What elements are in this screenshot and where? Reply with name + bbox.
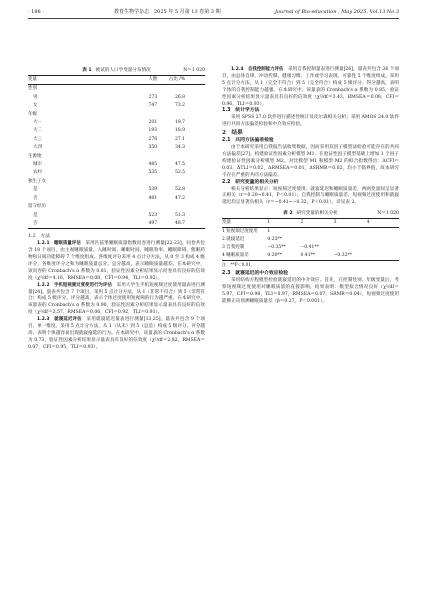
table-header-cell: 占比 /% (168, 77, 185, 82)
table-cell (169, 153, 205, 161)
table-cell: −0.35** (267, 245, 286, 251)
table-cell (137, 178, 169, 186)
page-number: · 188 · (28, 9, 44, 15)
left-column (28, 67, 205, 352)
correlation-table-body (222, 228, 399, 261)
table-cell (334, 228, 367, 237)
table-cell: 是 (33, 212, 38, 218)
table-cell: 485 (148, 162, 158, 168)
table-row (28, 136, 205, 144)
table-cell (301, 236, 334, 244)
table-cell: 350 (148, 145, 158, 151)
section-heading-1-3: 1.3 统计学方法 (222, 108, 260, 114)
table-row (222, 236, 399, 244)
table-row (28, 203, 205, 211)
table-cell: 273 (148, 94, 158, 100)
table2-caption (222, 210, 399, 218)
section-heading-2-3: 2.3 就寝延迟的中介效应检验 (222, 271, 289, 277)
section-heading-2-2: 2.2 研究变量的相关分析 (222, 179, 279, 185)
table-row (28, 161, 205, 169)
table-cell: −0.41** (300, 245, 319, 251)
table-row (28, 102, 205, 110)
table-cell: 52.5 (174, 170, 185, 176)
table-row (28, 220, 205, 229)
table-cell: 女 (33, 103, 38, 109)
paragraph: 由于本研究采用自我报告法收集数据，因而采用双因子模型法检验可能存在的共同方法偏差[27]。构建验证性因素分析模型 M1，在验证性因子模型基础上增加 1 个因子构建验证性因素分析模型 M2。对比模型 M1 和模型 M2 的拟合指数得出：ΔCFI＝0.03，ΔTLI＝0.02，ΔRMSEA＝0.01，ΔSRMR＝0.02，均小于临界值，故本研究不存在严重的共同方法偏差。 (222, 145, 399, 178)
table-cell: 73.2 (174, 103, 185, 109)
table1-n: N＝1 020 (183, 68, 205, 73)
table-row (28, 169, 205, 177)
table-cell: 1 短视频过度使用 (222, 229, 258, 235)
table-cell (334, 236, 367, 244)
table-cell: 否 (33, 220, 38, 226)
table-header-cell: 4 (366, 220, 370, 226)
table-cell: 3 自我控制 (222, 245, 245, 251)
table-header-cell: 变量 (222, 220, 231, 226)
table2-title: 研究变量的相关分析 (296, 211, 338, 217)
table-cell: 年级 (28, 111, 37, 117)
table-row (28, 195, 205, 203)
table-cell: 留守经历 (28, 204, 46, 210)
journal-title-cn: 教育生物学杂志 2025 年 5 月第 13 卷第 3 期 (114, 9, 221, 15)
table-header-cell: 人数 (148, 77, 158, 82)
table2-n: N＝1 020 (377, 211, 399, 217)
table-cell: 48.7 (174, 220, 185, 226)
table1-number: 表 1 (82, 68, 92, 73)
paragraph: 采用就寝延迟量表进行测量[13,25]。量表共包含 9 个项目，单一维度。采用 5 点计分方法，从 1（从未）到 5（总是）构成 5 级评分。评分越高，表明个体越容易出现就寝拖延的行为。在本研究中，该量表的 Cronbach's α 系数为 0.73，验证性因素分析结果显示量表具有良好的信效度（χ²/df＝2.82，RMSEA＝0.07，CFI＝0.95，TLI＝0.93）。 (28, 317, 205, 350)
table-header-cell: 变量 (28, 77, 37, 82)
subsection-heading: 1.2.4 自我控制能力评估 (231, 67, 284, 72)
table-cell (137, 111, 169, 119)
table-cell: 0.41** (300, 253, 316, 259)
table-cell: 497 (148, 220, 158, 226)
table-cell (367, 228, 399, 237)
table-header-row (222, 219, 399, 228)
table-cell: 大四 (33, 145, 42, 151)
table1-caption (28, 67, 205, 75)
table-cell: 城市 (33, 162, 42, 168)
table-row (28, 144, 205, 152)
table-cell (137, 85, 169, 94)
header-rule (28, 18, 399, 19)
table-cell: 34.3 (174, 145, 185, 151)
table-row (28, 178, 205, 186)
table-cell: 535 (148, 170, 158, 176)
table2-note: 注：**P＜0.01。 (222, 262, 256, 268)
table-cell: 0.25** (267, 237, 282, 243)
table-row (28, 94, 205, 102)
table-cell: 独生子女 (28, 178, 46, 184)
table-cell: 523 (148, 212, 158, 218)
table-cell: 193 (148, 128, 158, 134)
table-cell: 52.8 (174, 187, 185, 193)
table-cell: 2 就寝延迟 (222, 237, 245, 243)
table-cell: −0.32** (333, 253, 352, 259)
table-cell: 201 (148, 120, 158, 126)
table-cell: 276 (148, 136, 158, 142)
table-cell: 否 (33, 195, 38, 201)
paragraph: 采用匹兹堡睡眠质量指数问卷进行测量[22-23]。问卷共包含 18 个项目，由主观睡眠质量、入睡时间、睡眠时间、睡眠效率、睡眠障碍、催眠药物和日间功能障碍 7 个维度组成。各维度评分采用 4 点计分方法，从 0 至 3 构成 4 级评分，各维度评分之和为睡眠质量总分。总分越高，表示睡眠质量越差。在本研究中，该问卷的 Cronbach's α 系数为 0.81，验证性因素分析结果显示问卷具有良好的信效度（χ²/df＝4.16，RMSEA＝0.08，CFI＝0.94，TLI＝0.92）。 (28, 241, 205, 281)
table-cell: 1 (267, 229, 271, 235)
table-cell: 男 (33, 94, 38, 100)
table-cell: 大三 (33, 136, 42, 142)
table-cell: 47.2 (174, 195, 185, 201)
table-cell: 26.8 (174, 94, 185, 100)
table-header-row (28, 76, 205, 85)
table-cell: 51.3 (174, 212, 185, 218)
table-cell (137, 153, 169, 161)
table-cell: 0.20** (267, 253, 282, 259)
table-cell: 农村 (33, 170, 42, 176)
table-cell: 747 (148, 103, 158, 109)
section-heading-1-2: 1.2 方法 (28, 234, 51, 240)
table-cell: 47.5 (174, 162, 185, 168)
table-cell (367, 236, 399, 244)
table-row (28, 186, 205, 194)
table-row (28, 119, 205, 127)
table-cell (169, 178, 205, 186)
paragraph: 相关分析结果显示：短视频过度使用、就寝延迟和睡眠质量差，两两变量间呈显著正相关（r＝0.20~0.41，P＜0.01）；自我控制与睡眠质量差、短视频过度使用和就寝延迟均呈显著负相关（r＝−0.41~−0.32，P＜0.01）。详见表 2。 (222, 186, 399, 206)
table-cell: 18.9 (174, 128, 185, 134)
correlation-table (222, 218, 399, 261)
table-cell: 539 (148, 187, 158, 193)
table-cell (137, 203, 169, 211)
section-heading-2: 2 结果 (222, 130, 243, 137)
table-cell (367, 252, 399, 261)
demographics-table-body (28, 85, 205, 229)
table-row (222, 228, 399, 237)
table-header-cell: 1 (267, 220, 271, 226)
table2-number: 表 2 (283, 211, 293, 217)
table-cell: 性别 (28, 86, 37, 92)
table-cell (169, 203, 205, 211)
table-header-cell: 3 (333, 220, 337, 226)
table-cell: 大一 (33, 120, 42, 126)
paragraph: 采用大学生手机短视频过度使用量表进行测量[24]。量表共包含 7 个项目，采用 5 点计分方法，从 1（非常不符合）到 5（非常符合）构成 5 级评分。评分越高，表示个体过度使用短视频的行为越严重。在本研究中，该量表的 Cronbach's α 系数为 0.90，验证性因素分析结果显示量表具有良好的信效度（χ²/df＝3.57，RMSEA＝0.06，CFI＝0.92，TLI＝0.91）。 (28, 282, 205, 316)
table-row (28, 111, 205, 119)
table-cell: 是 (33, 187, 38, 193)
table-cell (334, 244, 367, 252)
subsection-heading: 1.2.1 睡眠质量评估 (37, 241, 81, 247)
table-row (222, 252, 399, 261)
subsection-heading: 1.2.3 就寝延迟评估 (37, 317, 82, 323)
table-cell: 19.7 (174, 120, 185, 126)
table-row (28, 85, 205, 94)
table-cell (169, 85, 205, 94)
section-heading-2-1: 2.1 共同方法偏差检验 (222, 138, 274, 144)
journal-title-en: Journal of Bio-education , May 2025, Vol.13 No.3 (275, 9, 399, 15)
table-row (28, 127, 205, 135)
table-cell (169, 111, 205, 119)
table-row (222, 244, 399, 252)
paragraph: 采用结构方程模型检验就寝延迟的中介效应。首先，在控制性别、年级变量后，考察短视频过度使用对睡眠质量的直接影响。结果表明：模型拟合情况良好（χ²/df＝5.97，CFI＝0.98，TLI＝0.97，RMSEA＝0.07，SRMR＝0.04），短视频过度使用能够正向预测睡眠质量差（β＝0.27，P＜0.001）。 (222, 278, 399, 304)
table-row (28, 153, 205, 161)
paragraph: 采用 SPSS 27.0 软件进行描述性统计及皮尔森相关分析；采用 AMOS 24.0 软件进行共同方法偏差检验和中介效应检验。 (222, 115, 399, 128)
paragraph: 采用自我控制量表进行测量[26]。量表共包含 36 个项目，由总体自律、冲动控制、健康习惯、工作或学习表现、可靠性 5 个维度组成。采用 5 点计分方法，从 1（完全不符合）到 5（完全符合）构成 5 级评分。得分越高，表明个体的自我控制能力越强。在本研究中，该量表的 Cronbach's α 系数为 0.85，验证性因素分析结果显示量表具有良好的信效度（χ²/df＝3.43，RMSEA＝0.08，CFI＝0.96，TLI＝0.93）。 (222, 67, 399, 107)
table-cell (367, 244, 399, 252)
table1-title: 被试的人口学变量分布情况 (95, 68, 151, 73)
subsection-heading: 1.2.2 手机短视频过度使用行为评估 (37, 282, 112, 288)
table-cell: 481 (148, 195, 158, 201)
table-cell: 4 睡眠质量差 (222, 253, 249, 259)
table-cell: 27.1 (174, 136, 185, 142)
table-cell: 生源地 (28, 153, 42, 159)
table-cell (301, 228, 334, 237)
table-cell: 大二 (33, 128, 42, 134)
demographics-table (28, 75, 205, 229)
right-column (222, 67, 399, 306)
table-header-cell: 2 (300, 220, 304, 226)
table-row (28, 212, 205, 220)
